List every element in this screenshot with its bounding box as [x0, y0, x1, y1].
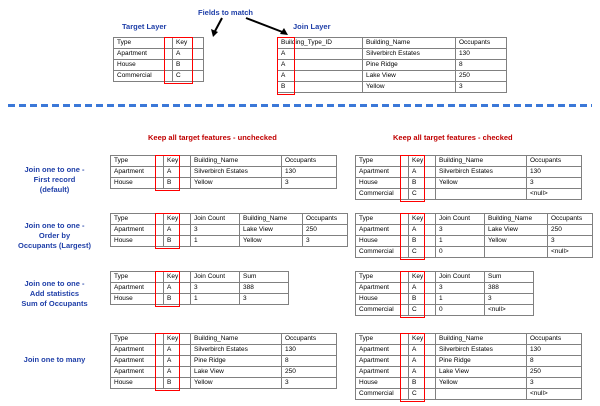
- row-label-line3: (default): [39, 185, 70, 194]
- table-header-row: [114, 38, 204, 49]
- join-layer-table: [277, 37, 507, 93]
- table-header-row: Type Key Building_Name Occupants: [111, 156, 337, 167]
- table-header-row: Type Key Join Count Sum: [356, 272, 534, 283]
- target-layer-label: Target Layer: [122, 22, 167, 31]
- table-row: House B 1 3: [111, 294, 289, 305]
- row-label-line2: Add statistics: [29, 289, 80, 298]
- table-header-row: Type Key Building_Name Occupants: [111, 334, 337, 345]
- table-row: Apartment A Silverbirch Estates 130: [111, 167, 337, 178]
- row-label-line3: Sum of Occupants: [21, 299, 88, 308]
- table-row: House B 1 3: [356, 294, 534, 305]
- table-row: A Pine Ridge 8: [278, 60, 507, 71]
- col-building-name: Building_Name: [363, 38, 456, 49]
- table-row: House B Yellow 3: [356, 378, 582, 389]
- table-row: Apartment A 3 388: [356, 283, 534, 294]
- row-label-add-statistics: [2, 279, 107, 309]
- table-row: House B Yellow 3: [356, 178, 582, 189]
- table-row: Apartment A: [114, 49, 204, 60]
- table-row: Apartment A Silverbirch Estates 130: [111, 345, 337, 356]
- table-row: Apartment A Silverbirch Estates 130: [356, 345, 582, 356]
- table-header-row: Type Key Building_Name Occupants: [356, 334, 582, 345]
- row-label-first-record: [2, 165, 107, 195]
- row-label-line1: Join one to one -: [24, 279, 85, 288]
- checked-column-header: Keep all target features - checked: [393, 133, 513, 142]
- row-label-line1: Join one to one -: [24, 165, 85, 174]
- table-row: House B 1 Yellow 3: [111, 236, 348, 247]
- row-label-order-by: [2, 221, 107, 251]
- row-label-line2: First record: [33, 175, 76, 184]
- table-row: Apartment A Lake View 250: [356, 367, 582, 378]
- table-row: A Lake View 250: [278, 71, 507, 82]
- target-table: [113, 37, 204, 82]
- table-row: B Yellow 3: [278, 82, 507, 93]
- table-row: House B Yellow 3: [111, 378, 337, 389]
- table-header-row: Type Key Building_Name Occupants: [356, 156, 582, 167]
- table-row: Apartment A 3 Lake View 250: [111, 225, 348, 236]
- row-label-one-to-many: [2, 355, 107, 365]
- target-layer-table: [113, 37, 204, 82]
- result-table-r3-checked: [355, 271, 534, 316]
- result-table-r3-unchecked: [110, 271, 289, 305]
- col-building-type-id: Building_Type_ID: [278, 38, 363, 49]
- table-row: Apartment A Silverbirch Estates 130: [356, 167, 582, 178]
- result-table-r1-checked: [355, 155, 582, 200]
- join-layer-label: Join Layer: [293, 22, 331, 31]
- join-table: [277, 37, 507, 93]
- table-row: Apartment A 3 Lake View 250: [356, 225, 593, 236]
- table-header-row: Type Key Join Count Building_Name Occupants: [111, 214, 348, 225]
- table-row: Commercial C 0 <null>: [356, 247, 593, 258]
- table-row: Commercial C <null>: [356, 189, 582, 200]
- row-label-line1: Join one to many: [23, 355, 86, 364]
- unchecked-column-header: Keep all target features - unchecked: [148, 133, 277, 142]
- col-key: Key: [173, 38, 204, 49]
- fields-to-match-label: Fields to match: [198, 8, 254, 17]
- section-divider: [8, 104, 592, 107]
- row-label-line2: Order by: [38, 231, 71, 240]
- table-row: Commercial C <null>: [356, 389, 582, 400]
- table-row: Apartment A Lake View 250: [111, 367, 337, 378]
- result-table-r4-checked: [355, 333, 582, 400]
- col-occupants: Occupants: [456, 38, 507, 49]
- table-row: A Silverbirch Estates 130: [278, 49, 507, 60]
- table-header-row: Type Key Join Count Building_Name Occupants: [356, 214, 593, 225]
- table-row: Apartment A Pine Ridge 8: [356, 356, 582, 367]
- result-table-r2-checked: [355, 213, 593, 258]
- table-row: Commercial C: [114, 71, 204, 82]
- table-row: Apartment A 3 388: [111, 283, 289, 294]
- table-row: House B Yellow 3: [111, 178, 337, 189]
- row-label-line1: Join one to one -: [24, 221, 85, 230]
- table-row: Apartment A Pine Ridge 8: [111, 356, 337, 367]
- row-label-line3: Occupants (Largest): [18, 241, 91, 250]
- col-type: Type: [114, 38, 173, 49]
- table-header-row: [278, 38, 507, 49]
- result-table-r2-unchecked: [110, 213, 348, 247]
- table-row: Commercial C 0 <null>: [356, 305, 534, 316]
- table-header-row: Type Key Join Count Sum: [111, 272, 289, 283]
- result-table-r4-unchecked: [110, 333, 337, 389]
- table-row: House B: [114, 60, 204, 71]
- result-table-r1-unchecked: [110, 155, 337, 189]
- table-row: House B 1 Yellow 3: [356, 236, 593, 247]
